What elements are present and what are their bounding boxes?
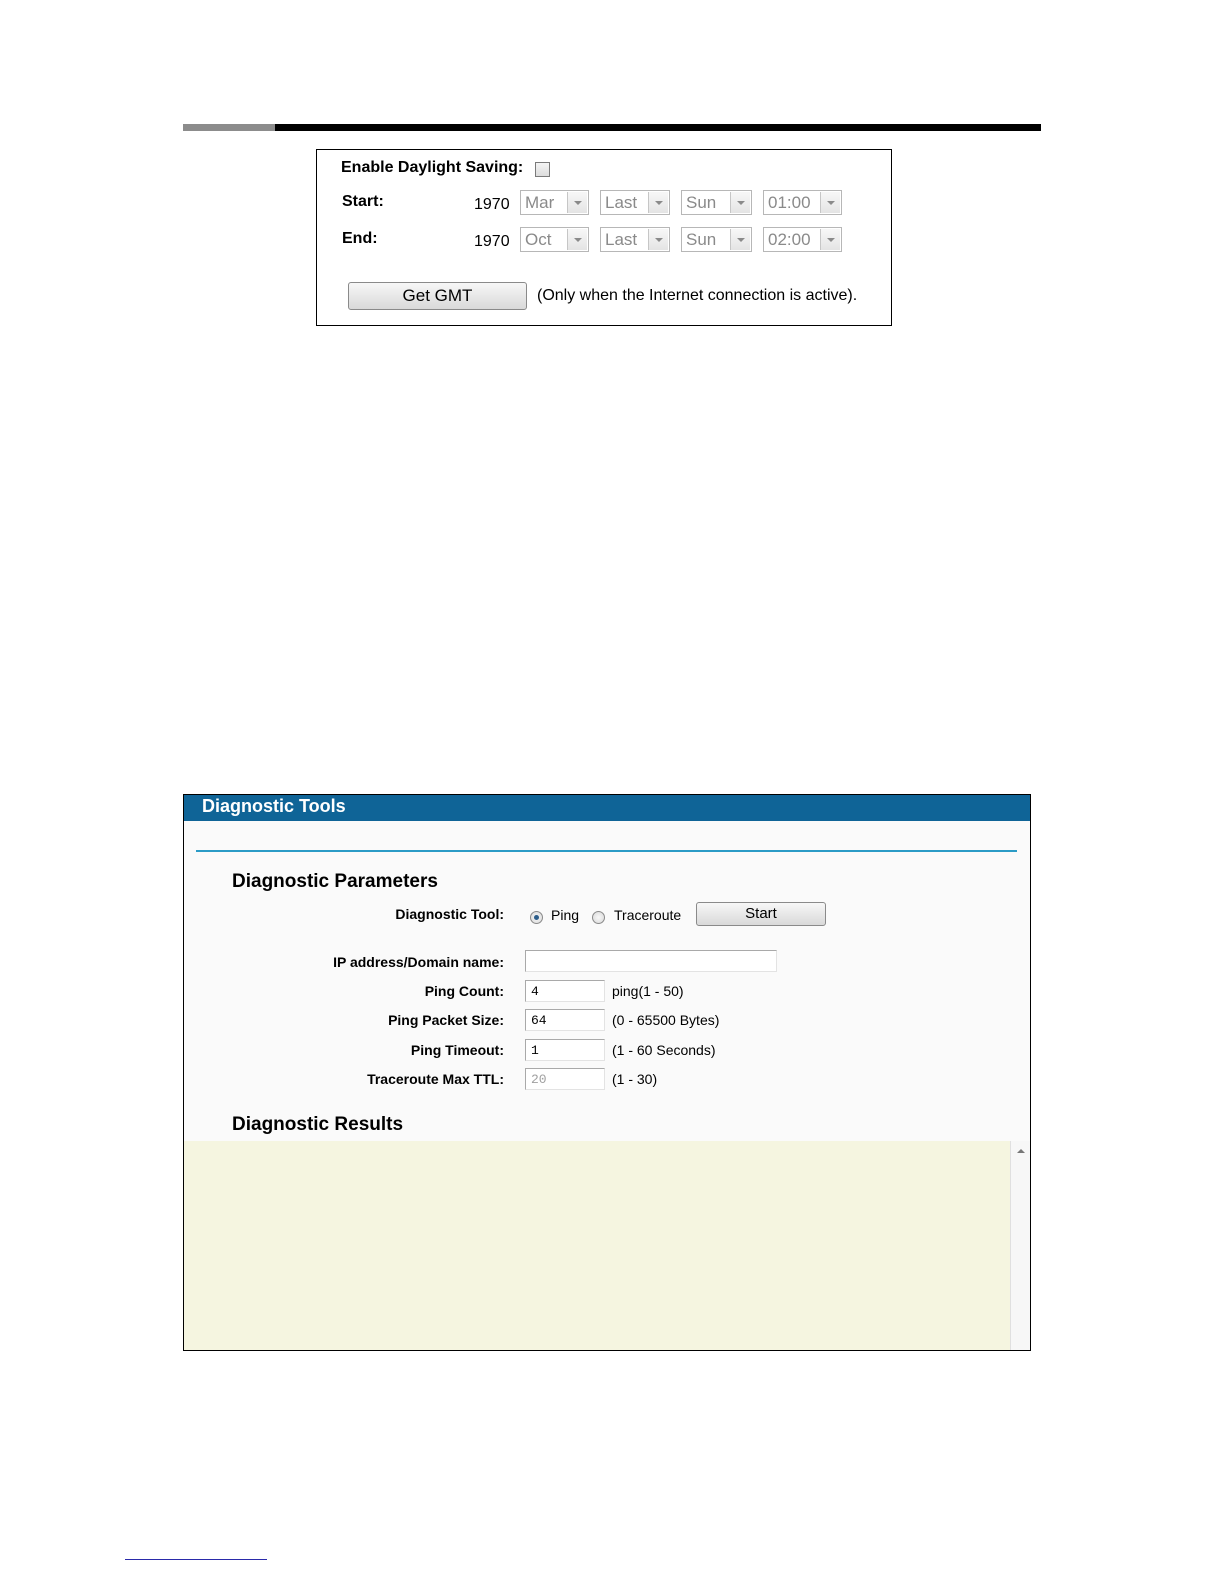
diagnostic-tool-label: Diagnostic Tool: <box>395 906 504 922</box>
gmt-note: (Only when the Internet connection is active). <box>537 287 858 304</box>
header-rule-gray <box>183 124 275 131</box>
end-time-select[interactable]: 02:00 <box>763 227 842 252</box>
ping-timeout-label: Ping Timeout: <box>410 1042 504 1058</box>
ping-timeout-hint: (1 - 60 Seconds) <box>612 1042 716 1058</box>
ping-timeout-input[interactable]: 1 <box>525 1039 605 1061</box>
chevron-down-icon <box>820 192 840 213</box>
start-button[interactable]: Start <box>696 902 826 926</box>
ping-packet-size-label: Ping Packet Size: <box>388 1012 504 1028</box>
ping-radio[interactable] <box>530 911 543 924</box>
enable-daylight-saving-label: Enable Daylight Saving: <box>341 159 524 176</box>
ping-radio-label: Ping <box>551 907 580 923</box>
end-week-select[interactable]: Last <box>600 227 670 252</box>
start-month-select[interactable]: Mar <box>520 190 589 215</box>
start-day-select[interactable]: Sun <box>681 190 752 215</box>
chevron-down-icon <box>730 229 750 250</box>
get-gmt-button[interactable]: Get GMT <box>348 282 527 310</box>
traceroute-radio[interactable] <box>592 911 605 924</box>
enable-daylight-saving-checkbox[interactable] <box>535 162 550 177</box>
diagnostic-results-heading: Diagnostic Results <box>232 1114 404 1135</box>
ping-count-input[interactable]: 4 <box>525 980 605 1002</box>
ping-count-hint: ping(1 - 50) <box>612 983 684 999</box>
traceroute-radio-label: Traceroute <box>614 907 682 923</box>
header-rule-black <box>275 124 1041 131</box>
chevron-down-icon <box>730 192 750 213</box>
traceroute-max-ttl-hint: (1 - 30) <box>612 1071 658 1087</box>
chevron-down-icon <box>567 192 587 213</box>
traceroute-max-ttl-input[interactable]: 20 <box>525 1068 605 1090</box>
ping-packet-size-hint: (0 - 65500 Bytes) <box>612 1012 720 1028</box>
page-title: Diagnostic Tools <box>202 796 346 816</box>
start-year: 1970 <box>474 196 510 213</box>
header-divider <box>196 850 1017 852</box>
diagnostic-tools-panel <box>183 794 1031 1351</box>
ip-domain-label: IP address/Domain name: <box>333 954 504 970</box>
diagnostic-results-area[interactable] <box>184 1141 1010 1350</box>
end-label: End: <box>342 230 378 247</box>
start-label: Start: <box>342 193 384 210</box>
results-scrollbar[interactable] <box>1010 1141 1030 1350</box>
start-week-select[interactable]: Last <box>600 190 670 215</box>
panel-header <box>184 795 1030 821</box>
end-year: 1970 <box>474 233 510 250</box>
ping-count-label: Ping Count: <box>424 983 504 999</box>
end-month-select[interactable]: Oct <box>520 227 589 252</box>
ip-domain-input[interactable] <box>525 950 777 972</box>
traceroute-max-ttl-label: Traceroute Max TTL: <box>367 1071 504 1087</box>
diagnostic-parameters-heading: Diagnostic Parameters <box>232 871 438 892</box>
ping-packet-size-input[interactable]: 64 <box>525 1009 605 1031</box>
chevron-down-icon <box>567 229 587 250</box>
chevron-down-icon <box>648 229 668 250</box>
footer-link-underline <box>125 1559 267 1560</box>
chevron-down-icon <box>648 192 668 213</box>
chevron-down-icon <box>820 229 840 250</box>
start-time-select[interactable]: 01:00 <box>763 190 842 215</box>
daylight-saving-panel <box>316 149 892 326</box>
end-day-select[interactable]: Sun <box>681 227 752 252</box>
